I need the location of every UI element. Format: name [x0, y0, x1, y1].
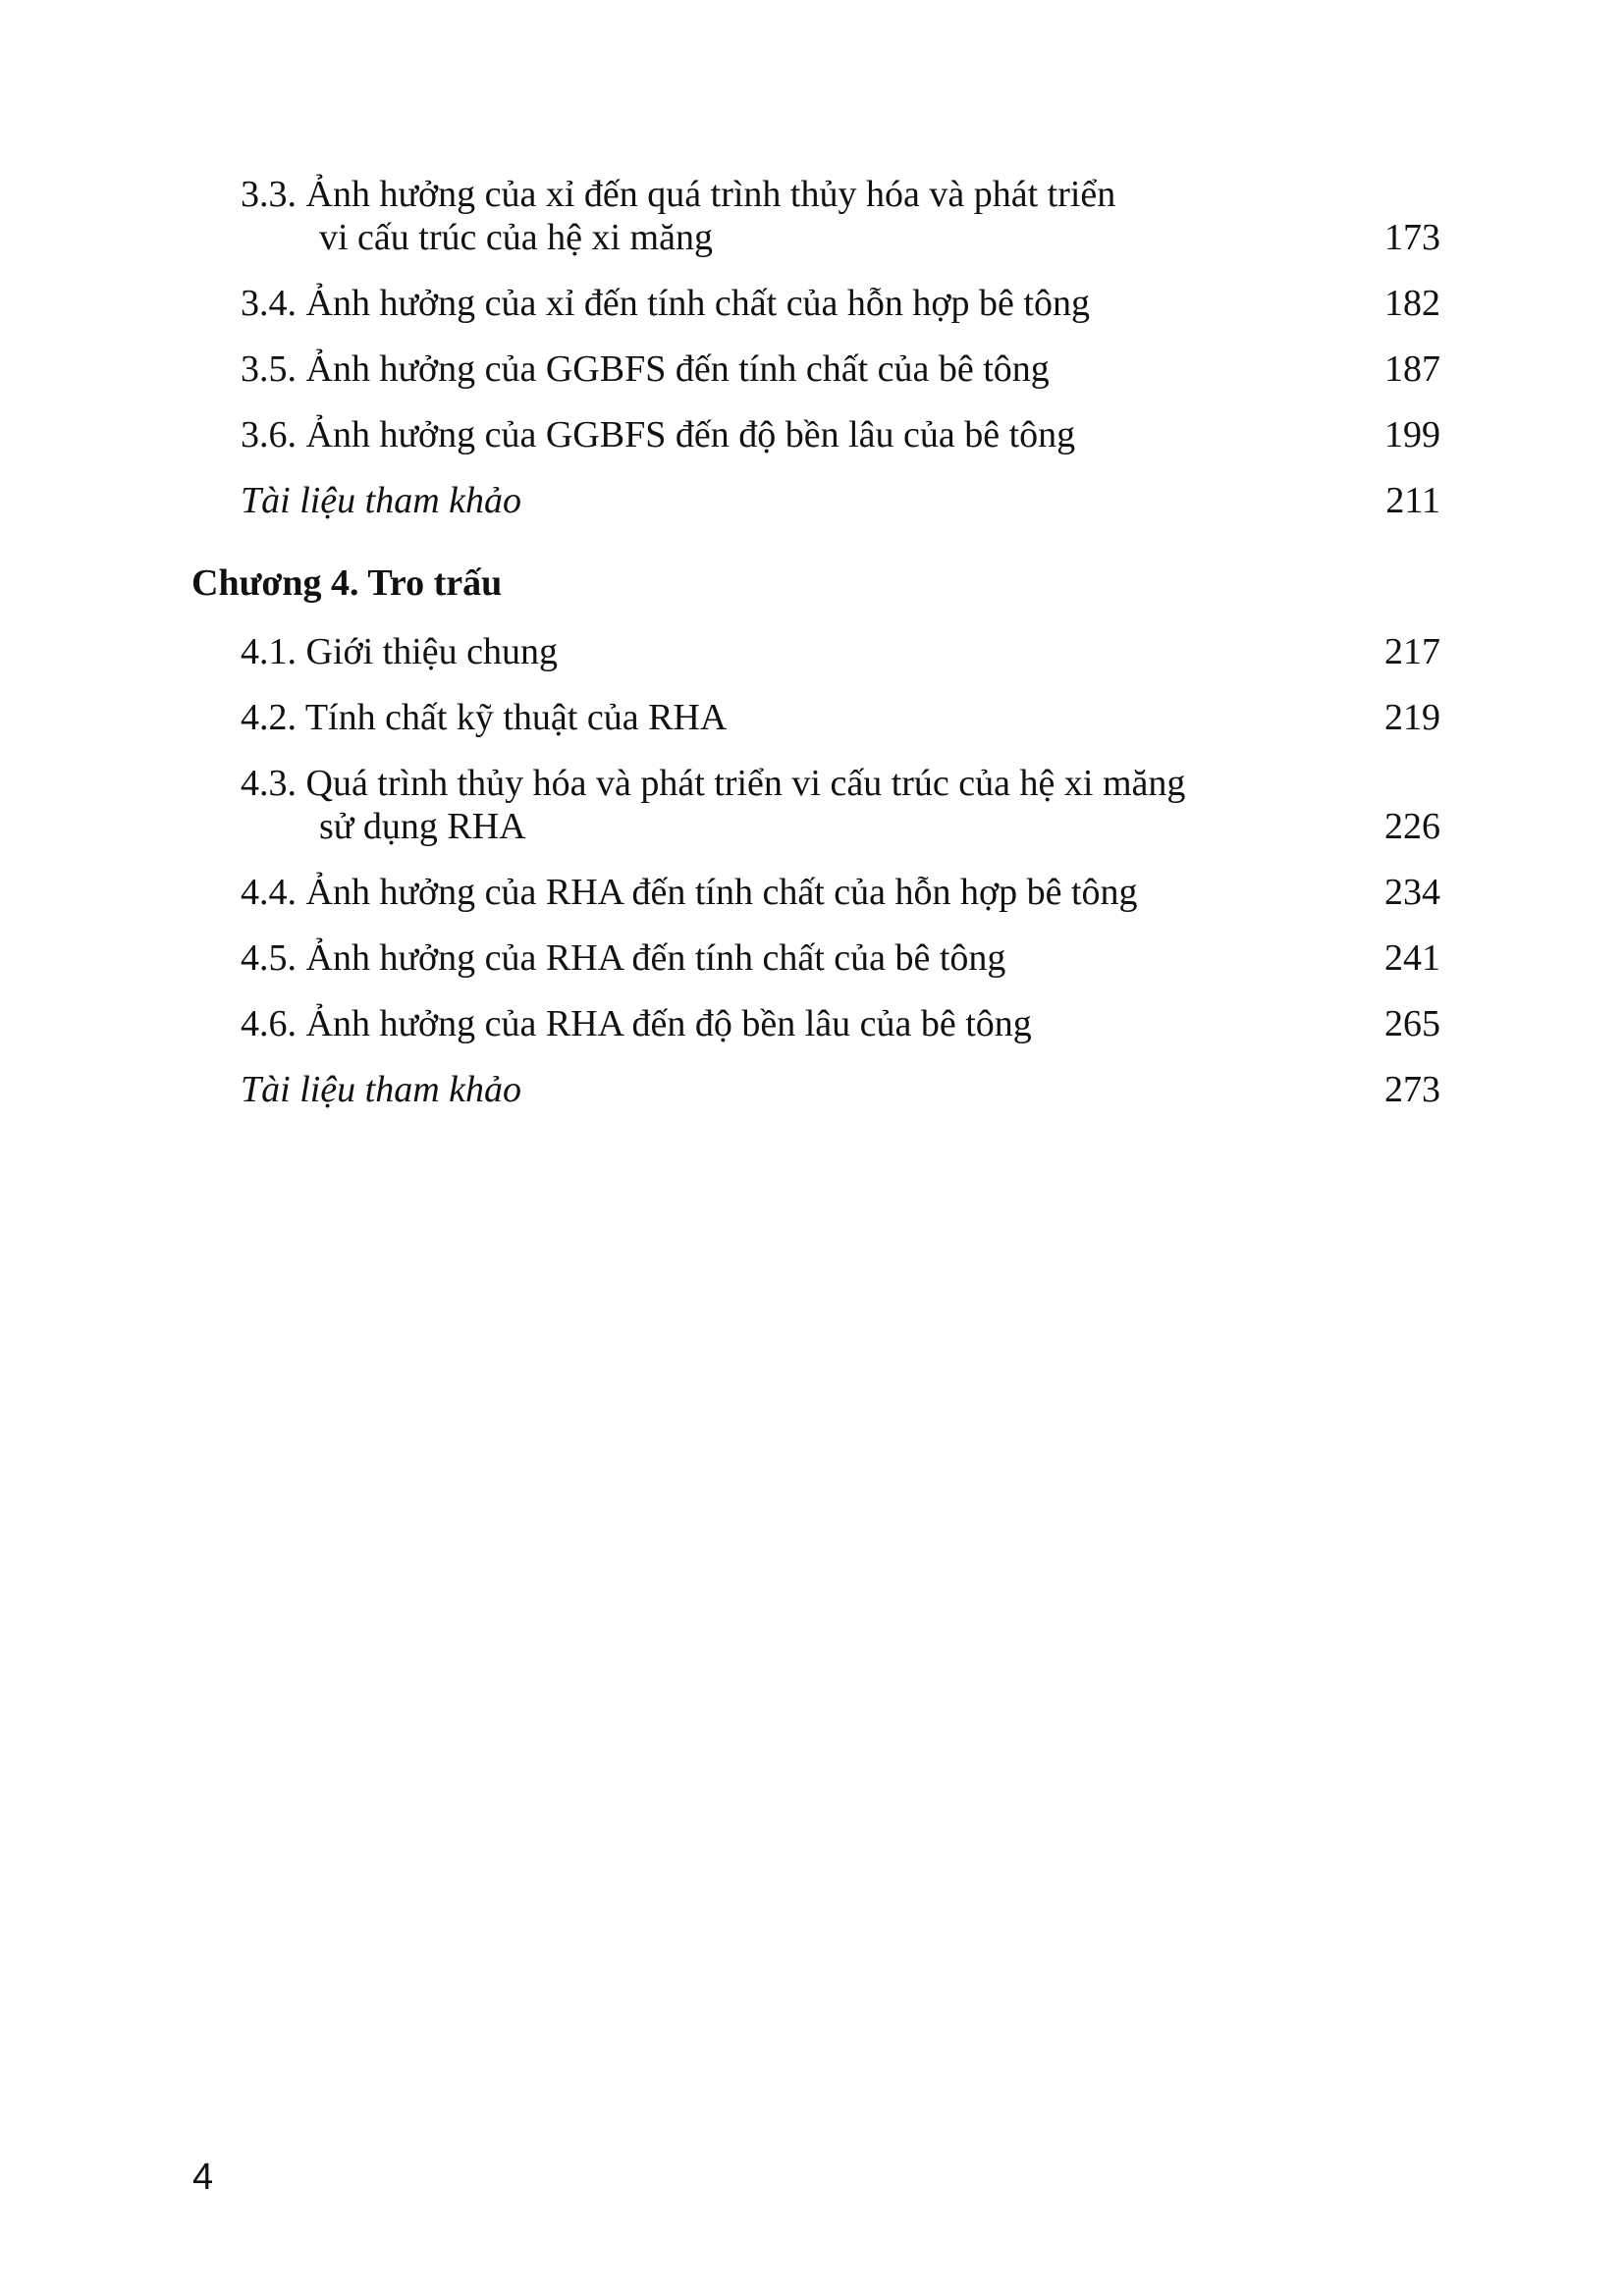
- toc-entry-title: 3.5. Ảnh hưởng của GGBFS đến tính chất của bê tông: [241, 348, 1050, 390]
- toc-entry-title: 4.4. Ảnh hưởng của RHA đến tính chất của hỗn hợp bê tông: [241, 872, 1138, 913]
- toc-entry-3-3[interactable]: [191, 173, 1440, 259]
- toc-entry-4-6[interactable]: [191, 1002, 1440, 1045]
- toc-entry-references-ch4[interactable]: [191, 1068, 1440, 1111]
- toc-entry-title: 3.6. Ảnh hưởng của GGBFS đến độ bền lâu của bê tông: [241, 414, 1076, 455]
- toc-entry-references-ch3[interactable]: [191, 479, 1440, 522]
- toc-entry-title: 4.6. Ảnh hưởng của RHA đến độ bền lâu của bê tông: [241, 1003, 1032, 1044]
- toc-entry-title: Tài liệu tham khảo: [241, 1069, 522, 1110]
- toc-entry-3-4[interactable]: [191, 282, 1440, 325]
- toc-entry-title: Tài liệu tham khảo: [241, 480, 522, 521]
- toc-entry-page: 234: [1384, 872, 1440, 913]
- toc-entry-page: 182: [1384, 283, 1440, 324]
- toc-entry-title: [191, 173, 1323, 259]
- toc-entry-title: 3.4. Ảnh hưởng của xỉ đến tính chất của hỗn hợp bê tông: [241, 283, 1090, 324]
- chapter-heading[interactable]: Chương 4. Tro trấu: [191, 562, 503, 604]
- toc-entry-page: 217: [1384, 631, 1440, 672]
- toc-entry-page: 226: [1384, 806, 1440, 847]
- toc-entry-page: 265: [1384, 1003, 1440, 1044]
- toc-entry-page: 273: [1384, 1069, 1440, 1110]
- toc-entry-title: [191, 762, 1323, 848]
- toc-entry-title-line2: vi cấu trúc của hệ xi măng: [319, 217, 713, 258]
- toc-entry-title: 4.5. Ảnh hưởng của RHA đến tính chất của bê tông: [241, 937, 1006, 979]
- toc-entry-4-4[interactable]: [191, 871, 1440, 914]
- toc-entry-page: 199: [1384, 414, 1440, 455]
- toc-entry-4-5[interactable]: [191, 936, 1440, 980]
- toc-entry-title-line2: sử dụng RHA: [319, 806, 526, 847]
- toc-entry-page: 241: [1384, 937, 1440, 979]
- toc-entry-4-2[interactable]: [191, 696, 1440, 739]
- page-number: 4: [192, 2157, 214, 2198]
- toc-entry-page: 211: [1385, 480, 1440, 521]
- toc-entry-page: 219: [1384, 697, 1440, 738]
- toc-entry-page: 187: [1384, 348, 1440, 390]
- toc-entry-3-6[interactable]: [191, 413, 1440, 456]
- table-of-contents: [191, 173, 1440, 1111]
- toc-entry-title: 4.1. Giới thiệu chung: [241, 631, 558, 672]
- toc-entry-4-1[interactable]: [191, 630, 1440, 673]
- toc-entry-4-3[interactable]: [191, 762, 1440, 848]
- toc-entry-title-line1: 4.3. Quá trình thủy hóa và phát triển vi cấu trúc của hệ xi măng: [241, 763, 1186, 804]
- toc-entry-page: 173: [1384, 217, 1440, 258]
- toc-entry-title: 4.2. Tính chất kỹ thuật của RHA: [241, 697, 728, 738]
- toc-entry-3-5[interactable]: [191, 347, 1440, 391]
- toc-entry-title-line1: 3.3. Ảnh hưởng của xỉ đến quá trình thủy hóa và phát triển: [241, 174, 1116, 215]
